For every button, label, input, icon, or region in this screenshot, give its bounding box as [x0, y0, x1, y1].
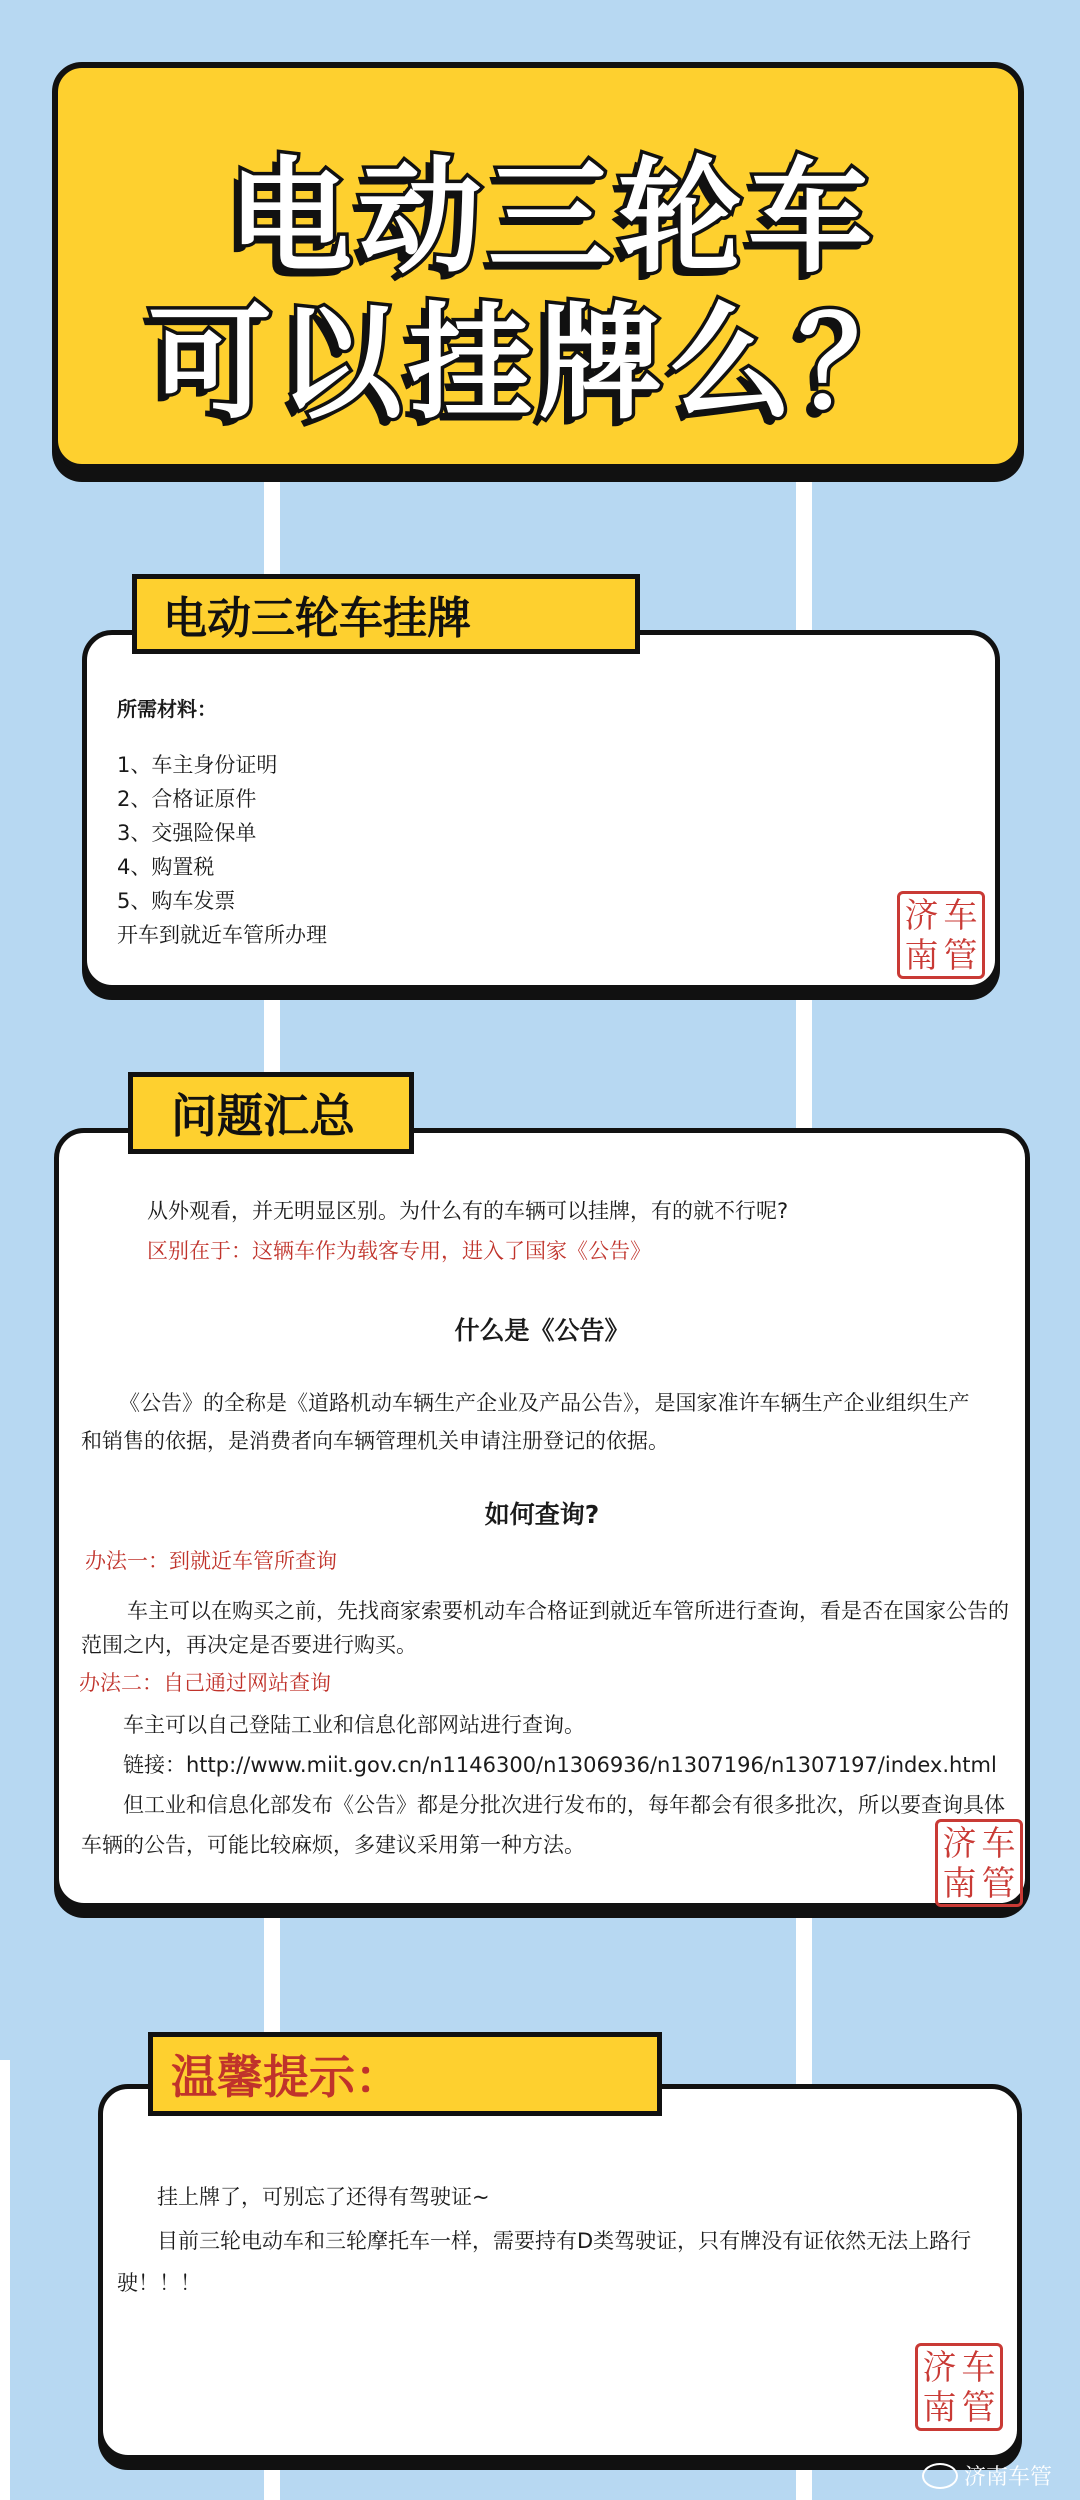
difference-text: 区别在于：这辆车作为载客专用，进入了国家《公告》 — [147, 1239, 651, 1263]
section-tag-tips: 温馨提示： — [148, 2032, 662, 2116]
method1-text: 车主可以在购买之前，先找商家索要机动车合格证到就近车管所进行查询，看是否在国家公告的 — [127, 1599, 1009, 1623]
list-item: 1、车主身份证明 — [117, 753, 278, 777]
title-line-1: 电动三轮车 — [227, 146, 878, 290]
what-text: 《公告》的全称是《道路机动车辆生产企业及产品公告》，是国家准许车辆生产企业组织生产 — [119, 1391, 970, 1415]
method2-text: 但工业和信息化部发布《公告》都是分批次进行发布的，每年都会有很多批次，所以要查询具体 — [123, 1793, 1005, 1817]
what-text: 和销售的依据，是消费者向车辆管理机关申请注册登记的依据。 — [81, 1429, 669, 1453]
method1-text: 范围之内，再决定是否要进行购买。 — [81, 1633, 417, 1657]
tip-text: 驶！！！ — [117, 2271, 201, 2295]
what-heading: 什么是《公告》 — [454, 1316, 630, 1345]
materials-card — [82, 630, 1000, 990]
list-item: 4、购置税 — [117, 855, 215, 879]
list-item: 5、购车发票 — [117, 889, 236, 913]
method2-link[interactable]: 链接：http://www.miit.gov.cn/n1146300/n1306936/n1307196/n1307197/index.html — [123, 1753, 997, 1777]
how-heading: 如何查询? — [484, 1500, 600, 1529]
intro-text: 从外观看，并无明显区别。为什么有的车辆可以挂牌，有的就不行呢? — [147, 1199, 789, 1223]
method2-label: 办法二：自己通过网站查询 — [79, 1671, 331, 1695]
closing-text: 开车到就近车管所办理 — [117, 923, 327, 947]
method2-text: 车辆的公告，可能比较麻烦，多建议采用第一种方法。 — [81, 1833, 585, 1857]
list-item: 2、合格证原件 — [117, 787, 257, 811]
method1-label: 办法一：到就近车管所查询 — [85, 1549, 337, 1573]
watermark — [922, 2460, 1052, 2491]
seal-stamp: 济 车 南 管 — [915, 2343, 1003, 2431]
background-stripe — [0, 2060, 10, 2500]
wechat-icon — [922, 2463, 958, 2489]
materials-heading: 所需材料： — [117, 697, 217, 721]
title-banner — [52, 62, 1024, 470]
method2-text: 车主可以自己登陆工业和信息化部网站进行查询。 — [123, 1713, 585, 1737]
tip-text: 挂上牌了，可别忘了还得有驾驶证~ — [157, 2185, 490, 2209]
faq-card — [54, 1128, 1030, 1908]
seal-stamp: 济 车 南 管 — [897, 891, 985, 979]
section-tag-plates: 电动三轮车挂牌 — [132, 574, 640, 654]
tip-text: 目前三轮电动车和三轮摩托车一样，需要持有D类驾驶证，只有牌没有证依然无法上路行 — [157, 2229, 972, 2253]
section-tag-faq: 问题汇总 — [128, 1072, 414, 1154]
tips-card — [98, 2084, 1022, 2460]
seal-stamp: 济 车 南 管 — [935, 1819, 1023, 1907]
list-item: 3、交强险保单 — [117, 821, 257, 845]
watermark-text: 济南车管 — [963, 2465, 1052, 2490]
title-line-2: 可以挂牌么？ — [147, 292, 928, 436]
